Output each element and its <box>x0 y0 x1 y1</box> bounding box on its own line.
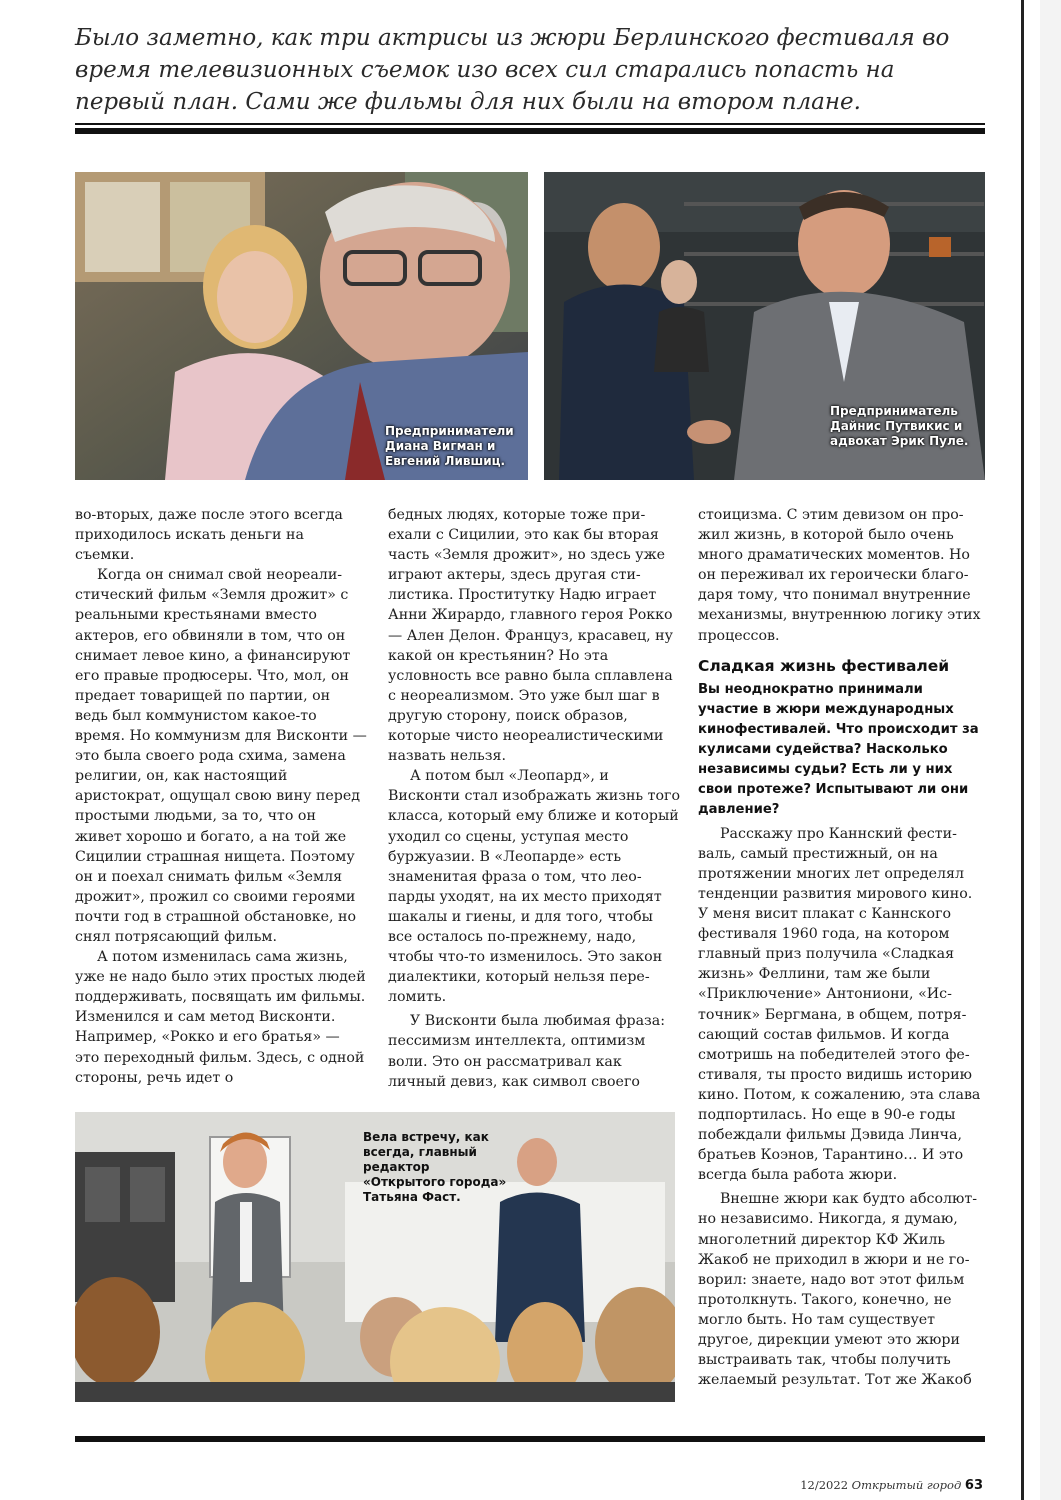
col2-paragraph-3: У Висконти была любимая фраза: пессимизм интеллекта, оптимизм воли. Это он рассматривал как личный девиз, как символ своего <box>388 1013 666 1090</box>
photo1-caption: Предприниматели Диана Вигман и Евгений Лившиц. <box>385 424 514 468</box>
footer <box>800 1478 983 1493</box>
photo2-caption: Предприниматель Дайнис Путвикис и адвокат Эрик Пуле. <box>830 404 969 448</box>
column-2 <box>388 505 680 1092</box>
page-edge <box>1040 0 1061 1500</box>
col2-paragraph-1: бедных людях, которые тоже приехали с Сицилии, это как бы вторая часть «Земля дрожит», но здесь уже играют актеры, здесь другая стилистика. Проститутку Надю играет Анни Жирардо, главного героя Рокко — Ален Делон. Француз, красавец, ну какой он крестьянин? Но эта условность все равно была сплавлена с неореализмом. Это уже был шаг в другую сторону, поиск образов, которые чисто неореалистическими назвать нельзя. <box>388 507 673 765</box>
footer-magazine: Открытый город <box>851 1478 962 1492</box>
photo-dainis-eric <box>544 172 985 480</box>
col1-paragraph-3: А потом изменилась сама жизнь, уже не надо было этих простых людей поддерживать, посвящать им фильмы. Изменился и сам метод Висконти. Например, «Рокко и его братья» — это переходный фильм. Здесь, с одной стороны, речь идет о <box>75 949 366 1086</box>
header-rule-thin <box>75 123 985 125</box>
header-quote: Было заметно, как три актрисы из жюри Берлинского фестиваля во время телевизионных съемок изо всех сил старались попасть на первый план. Сами же фильмы для них были на втором плане. <box>75 25 950 115</box>
col3-paragraph-1: Расскажу про Каннский фестиваль, самый престижный, он на протяжении многих лет определял тенденции развития мирового кино. У меня висит плакат с Каннского фестиваля 1960 года, на котором главный приз получила «Сладкая жизнь» Феллини, там же были «Приключение» Антониони, «Источник» Бергмана, в общем, потрясающий состав фильмов. И когда смотришь на победителей этого фестиваля, ты просто видишь историю кино. Потом, к сожалению, эта слава подпортилась. Но еще в 90-е годы побеждали фильмы Дэвида Линча, братьев Коэнов, Тарантино… И это всегда была работа жюри. <box>698 825 981 1184</box>
interview-question: Вы неоднократно принимали участие в жюри международных кинофестивалей. Что происходит за кулисами судейства? Насколько независимы судьи? Есть ли у них свои протеже? Испытывают ли они давление? <box>698 681 979 817</box>
col1-paragraph-1: во-вторых, даже после этого всегда приходилось искать деньги на съемки. <box>75 507 343 564</box>
col3-intro: стоицизма. С этим девизом он прожил жизнь, в которой было очень много драматических моментов. Но он переживал их героически благодаря тому, что понимал внутренние механизмы, внутреннюю логику этих процессов. <box>698 507 981 644</box>
section-title: Сладкая жизнь фестивалей <box>698 656 950 675</box>
photo3-caption: Вела встречу, как всегда, главный редактор «Открытого города» Татьяна Фаст. <box>363 1130 507 1204</box>
column-3 <box>698 505 986 1390</box>
footer-rule <box>75 1436 985 1442</box>
page-number: 63 <box>964 1478 983 1493</box>
col1-paragraph-2: Когда он снимал свой неореалистический фильм «Земля дрожит» с реальными крестьянами вместо актеров, его обвиняли в том, что он снимает левое кино, а финансируют его правые продюсеры. Что, мол, он предает товарищей по партии, он ведь был коммунистом какое-то время. Но коммунизм для Висконти — это была своего рода схима, замена религии, он, как настоящий аристократ, ощущал свою вину перед простыми людьми, за то, что он живет хорошо и богато, а на той же Сицилии страшная нищета. Поэтому он и поехал снимать фильм «Земля дрожит», прожил со своими героями почти год в страшной обстановке, но снял потрясающий фильм. <box>75 567 367 945</box>
col2-paragraph-2: А потом был «Леопард», и Висконти стал изображать жизнь того класса, который ему ближе и который уходил со сцены, уступая место буржуазии. В «Леопарде» есть знаменитая фраза о том, что леопарды уходят, на их место приходят шакалы и гиены, и для того, чтобы все осталось по-прежнему, надо, чтобы что-то изменилось. Это закон диалектики, который нельзя переломить. <box>388 768 680 1006</box>
header-rule-thick <box>75 128 985 134</box>
footer-issue: 12/2022 <box>800 1478 849 1492</box>
col3-paragraph-2: Внешне жюри как будто абсолютно независимо. Никогда, я думаю, многолетний директор КФ Жиль Жакоб не приходил в жюри и не говорил: знаете, надо вот этот фильм протолкнуть. Такого, конечно, не могло быть. Но там существует другое, дирекции умеют это жюри выстраивать так, чтобы получить желаемый результат. Тот же Жакоб <box>698 1191 978 1389</box>
column-1 <box>75 505 367 1088</box>
page-edge-line <box>1021 0 1024 1500</box>
photo-diana-evgeny <box>75 172 528 480</box>
photo-meeting <box>75 1112 675 1402</box>
